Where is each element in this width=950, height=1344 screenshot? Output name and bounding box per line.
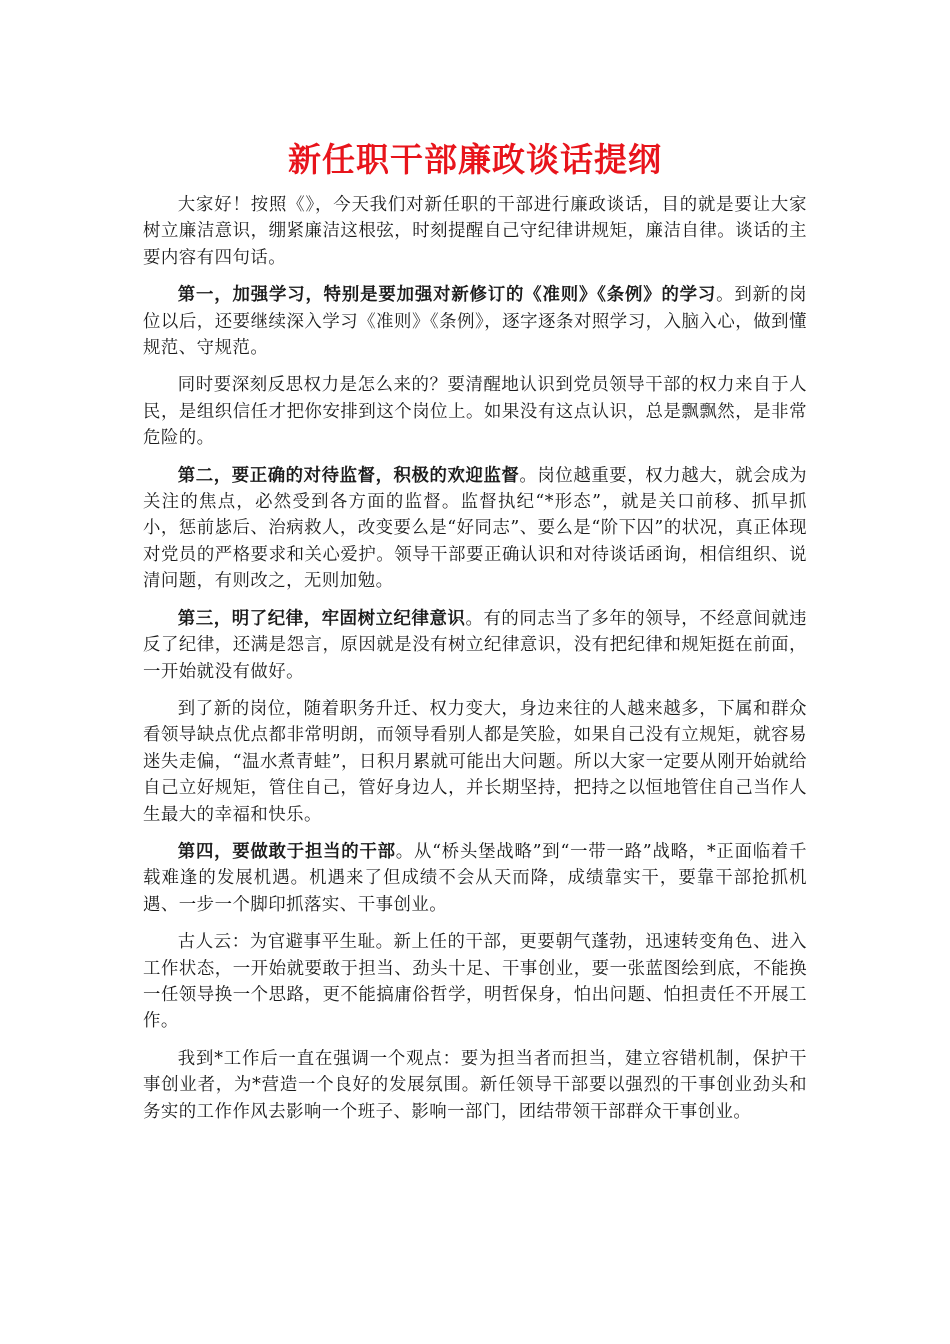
document-title: 新任职干部廉政谈话提纲 [288,140,662,179]
paragraph-lead: 第四，要做敢于担当的干部 [177,841,396,862]
paragraph-lead: 第三，明了纪律，牢固树立纪律意识 [177,608,466,629]
paragraph-text: 。有的同志当了多年的领导，不经意间就违反了纪律，还满是怨言，原因就是没有树立纪律意识，没有把纪律和规矩挺在前面，一开始就没有做好。 [143,608,807,682]
paragraph-text: 到了新的岗位，随着职务升迁、权力变大，身边来往的人越来越多，下属和群众看领导缺点优点都非常明朗，而领导看别人都是笑脸，如果自己没有立规矩，就容易迷失走偏，“温水煮青蛙”，日积月累就可能出大问题。所以大家一定要从刚开始就给自己立好规矩，管住自己，管好身边人，并长期坚持，把持之以恒地管住自己当作人生最大的幸福和快乐。 [143,698,807,825]
paragraph-text: 同时要深刻反思权力是怎么来的？要清醒地认识到党员领导干部的权力来自于人民，是组织信任才把你安排到这个岗位上。如果没有这点认识，总是飘飘然，是非常危险的。 [143,375,807,449]
paragraph-conclusion [143,1046,807,1125]
paragraph-point-three [143,606,807,685]
paragraph-point-four [143,839,807,918]
paragraph-lead: 第二，要正确的对待监督，积极的欢迎监督 [177,465,520,486]
paragraph-new-post [143,696,807,828]
paragraph-ancient-saying [143,929,807,1035]
paragraph-point-one [143,282,807,361]
paragraph-text: 古人云：为官避事平生耻。新上任的干部，更要朝气蓬勃，迅速转变角色、进入工作状态，一开始就要敢于担当、劲头十足、干事创业，要一张蓝图绘到底，不能换一任领导换一个思路，更不能搞庸俗哲学，明哲保身，怕出问题、怕担责任不开展工作。 [143,932,807,1032]
paragraph-text: 。到新的岗位以后，还要继续深入学习《准则》《条例》，逐字逐条对照学习，入脑入心，做到懂规范、守规范。 [143,285,807,359]
paragraph-text: 。岗位越重要，权力越大，就会成为关注的焦点，必然受到各方面的监督。监督执纪“*形态”，就是关口前移、抓早抓小，惩前毖后、治病救人，改变要么是“好同志”、要么是“阶下囚”的状况，真正体现对党员的严格要求和关心爱护。领导干部要正确认识和对待谈话函询，相信组织、说清问题，有则改之，无则加勉。 [143,465,807,592]
paragraph-lead: 第一，加强学习，特别是要加强对新修订的《准则》《条例》的学习 [177,285,717,306]
paragraph-text: 。从“桥头堡战略”到“一带一路”战略，*正面临着千载难逢的发展机遇。机遇来了但成绩不会从天而降，成绩靠实干，要靠干部抢抓机遇、一步一个脚印抓落实、干事创业。 [143,841,807,915]
paragraph-intro [143,192,807,271]
paragraph-point-two [143,463,807,595]
paragraph-power-reflection [143,372,807,451]
paragraph-text: 我到*工作后一直在强调一个观点：要为担当者而担当，建立容错机制，保护干事创业者，为*营造一个良好的发展氛围。新任领导干部要以强烈的干事创业劲头和务实的工作作风去影响一个班子、影响一部门，团结带领干部群众干事创业。 [143,1048,807,1122]
document-body [143,192,807,1136]
paragraph-text: 大家好！按照《》，今天我们对新任职的干部进行廉政谈话，目的就是要让大家树立廉洁意识，绷紧廉洁这根弦，时刻提醒自己守纪律讲规矩，廉洁自律。谈话的主要内容有四句话。 [143,195,807,268]
